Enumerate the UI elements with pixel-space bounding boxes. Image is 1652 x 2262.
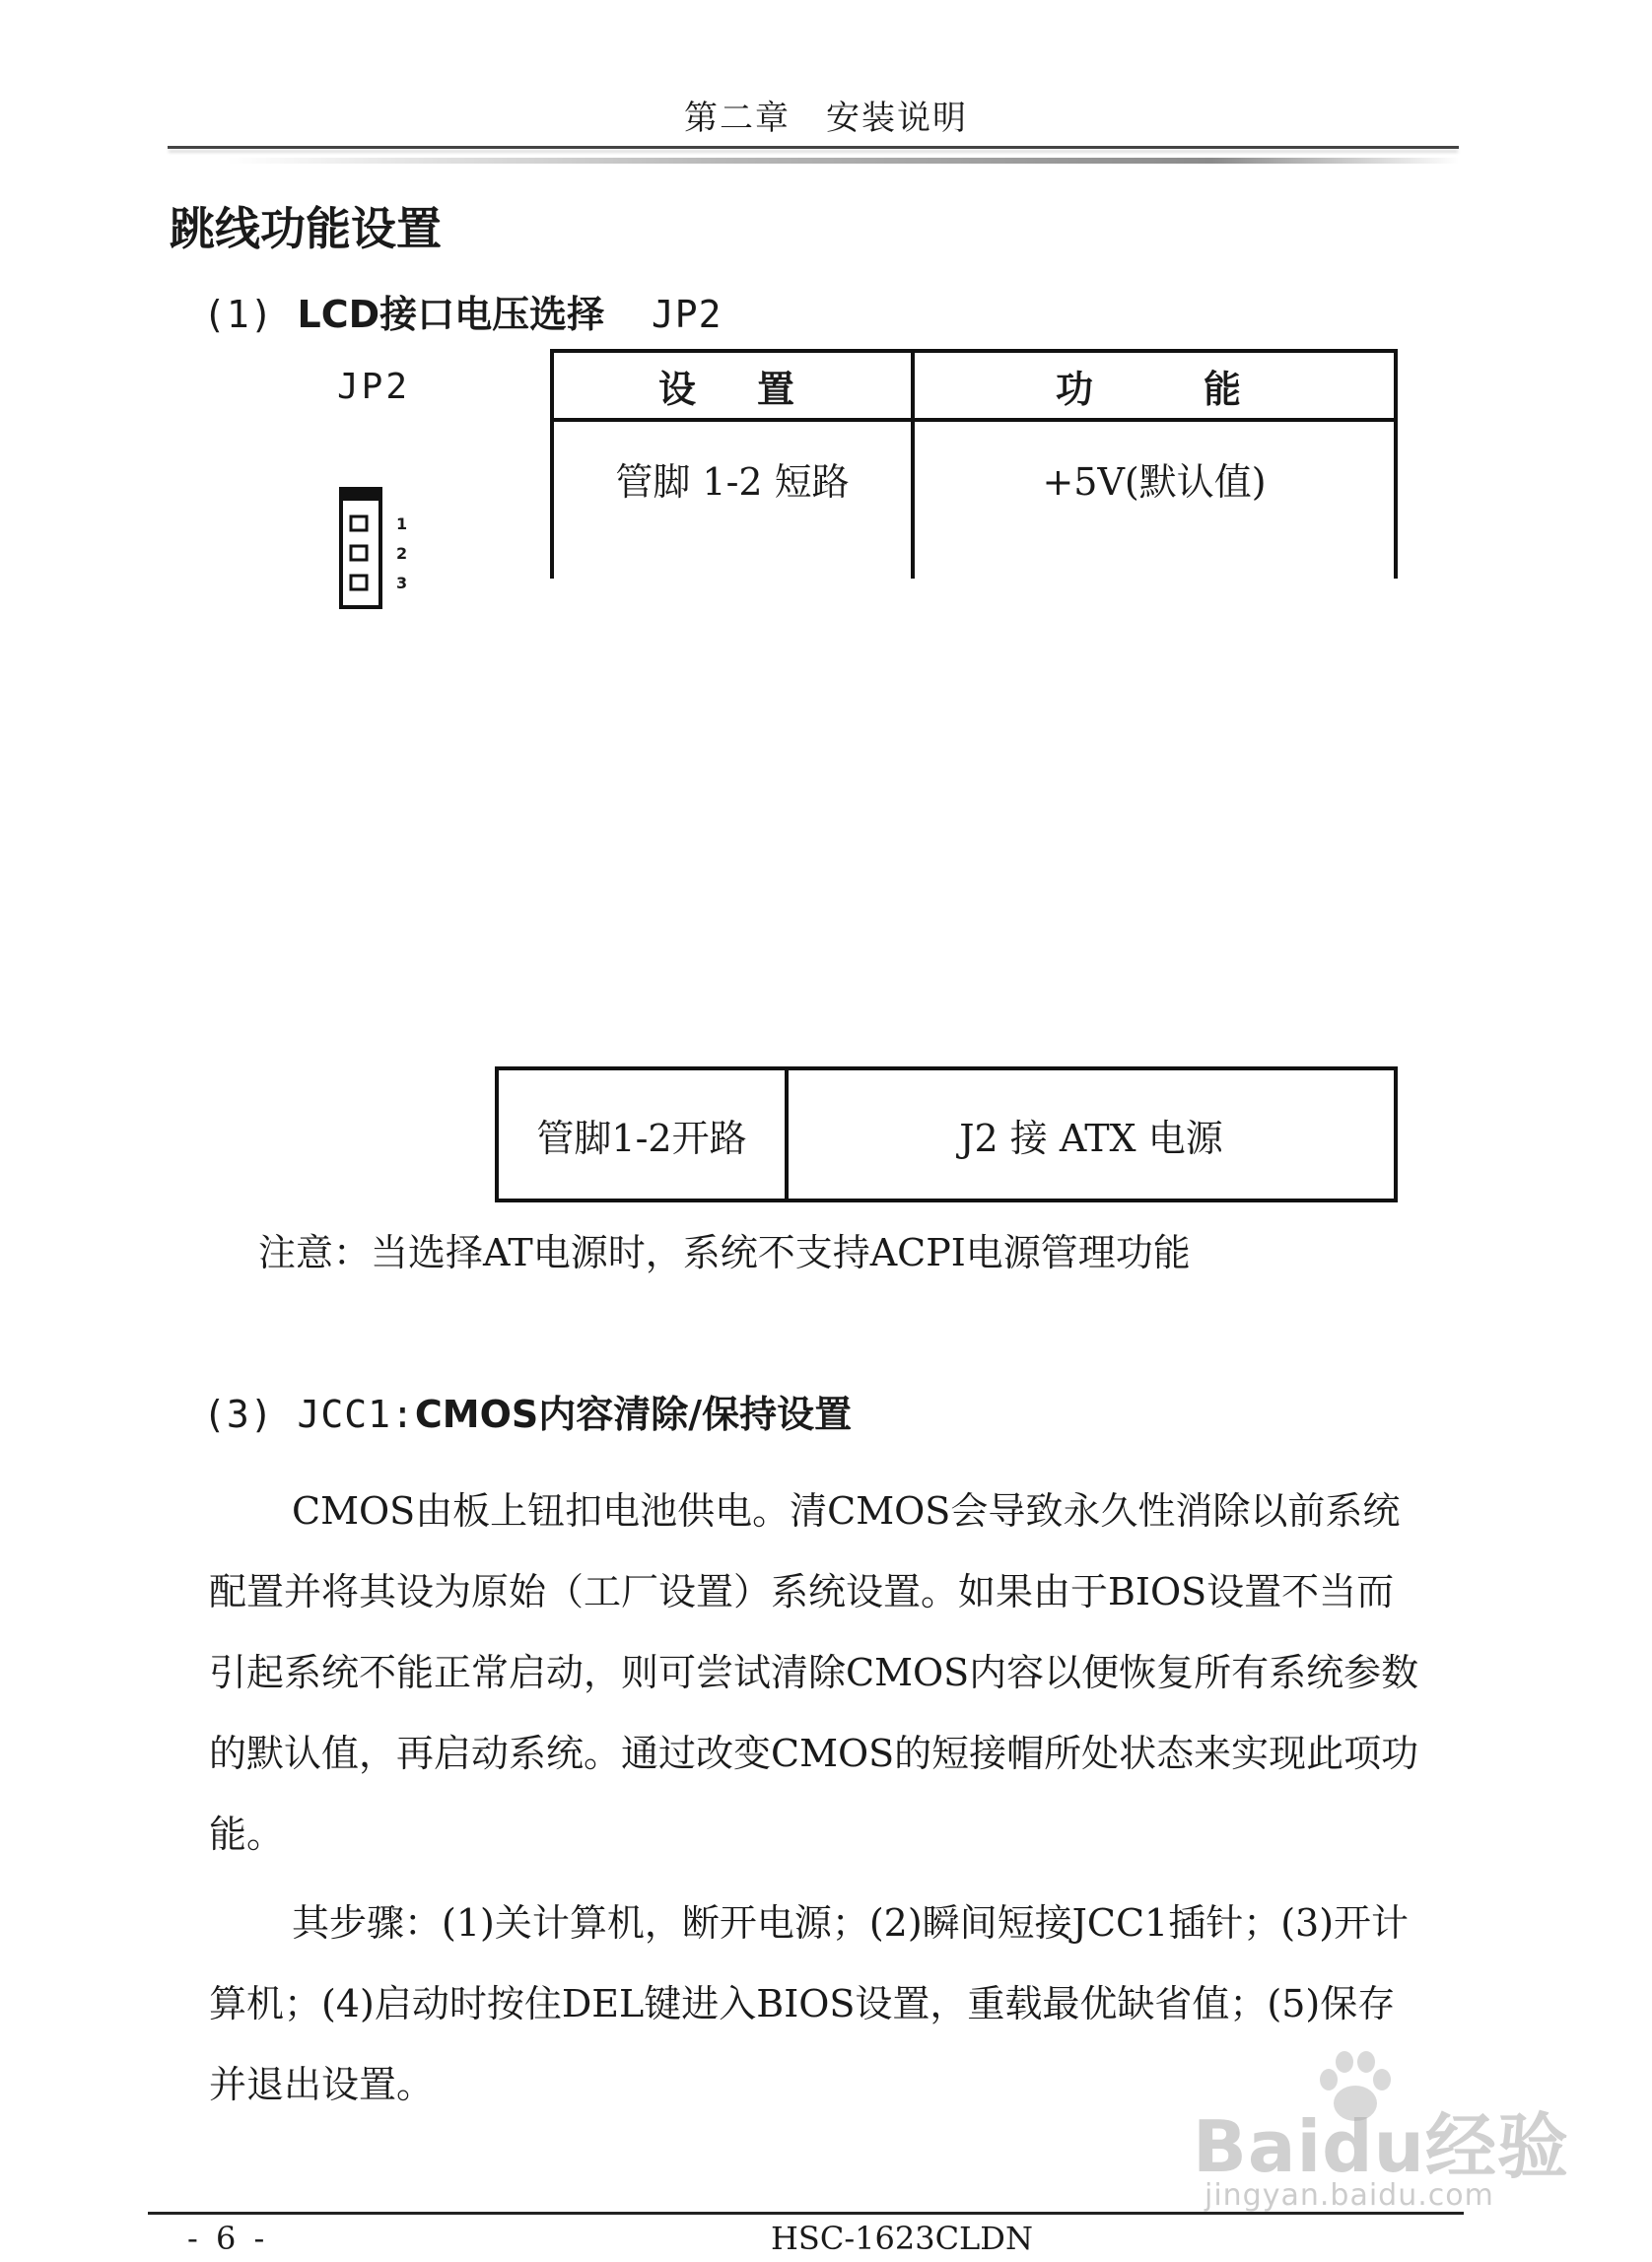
table-row (552, 420, 1396, 579)
footer-rule (148, 2212, 1464, 2215)
header-rule (168, 146, 1459, 149)
watermark-logo: Baidu经验 (1193, 2105, 1569, 2188)
function-cell: J2 接 ATX 电源 (787, 1068, 1396, 1200)
jumper-label: JP2 (337, 367, 411, 407)
running-header: 第二章 安装说明 (684, 99, 968, 138)
footer-model: HSC-1623CLDN (771, 2220, 1033, 2257)
col-function-header: 功 能 (913, 351, 1396, 420)
col-setting-header: 设 置 (552, 351, 913, 420)
setting-cell: 管脚 1-2 短路 (552, 420, 913, 579)
jp2-heading-suffix: JP2 (604, 293, 723, 336)
jcc1-paragraph-2: 其步骤：(1)关计算机，断开电源；(2)瞬间短接JCC1插针；(3)开计算机；(4)启动时按住DEL键进入BIOS设置，重载最优缺省值；(5)保存并退出设置。 (209, 1901, 1410, 2106)
power-table (495, 1066, 1398, 1202)
jp2-heading-prefix: (1) (203, 293, 298, 336)
page-number: - 6 - (187, 2220, 269, 2257)
section-title: 跳线功能设置 (170, 202, 442, 255)
jcc1-heading-prefix: (3) JCC1: (203, 1393, 415, 1436)
jp2-heading-bold: LCD接口电压选择 (297, 293, 605, 336)
function-cell: +5V(默认值) (913, 420, 1396, 579)
jumper-icon (339, 487, 388, 611)
pin-number-2: 2 (396, 544, 408, 563)
pin-number-3: 3 (396, 574, 408, 592)
jp2-table-header (552, 351, 1396, 420)
jcc1-paragraph-1: CMOS由板上钮扣电池供电。清CMOS会导致永久性消除以前系统配置并将其设为原始（工厂设置）系统设置。如果由于BIOS设置不当而引起系统不能正常启动，则可尝试清除CMOS内容以便恢复所有系统参数的默认值，再启动系统。通过改变CMOS的短接帽所处状态来实现此项功能。 (209, 1489, 1419, 1856)
table-row (497, 1068, 1396, 1200)
jp2-heading (203, 284, 723, 338)
pin-number-1: 1 (396, 514, 408, 533)
header-rule-shadow (227, 158, 1459, 164)
jp2-table (550, 349, 1398, 579)
jcc1-heading-bold: CMOS内容清除/保持设置 (414, 1393, 853, 1436)
note-text: 注意：当选择AT电源时，系统不支持ACPI电源管理功能 (258, 1231, 1191, 1274)
watermark-url: jingyan.baidu.com (1205, 2178, 1494, 2213)
setting-cell: 管脚1-2开路 (497, 1068, 787, 1200)
jcc1-heading (203, 1384, 852, 1438)
jumper-diagram (339, 487, 408, 611)
